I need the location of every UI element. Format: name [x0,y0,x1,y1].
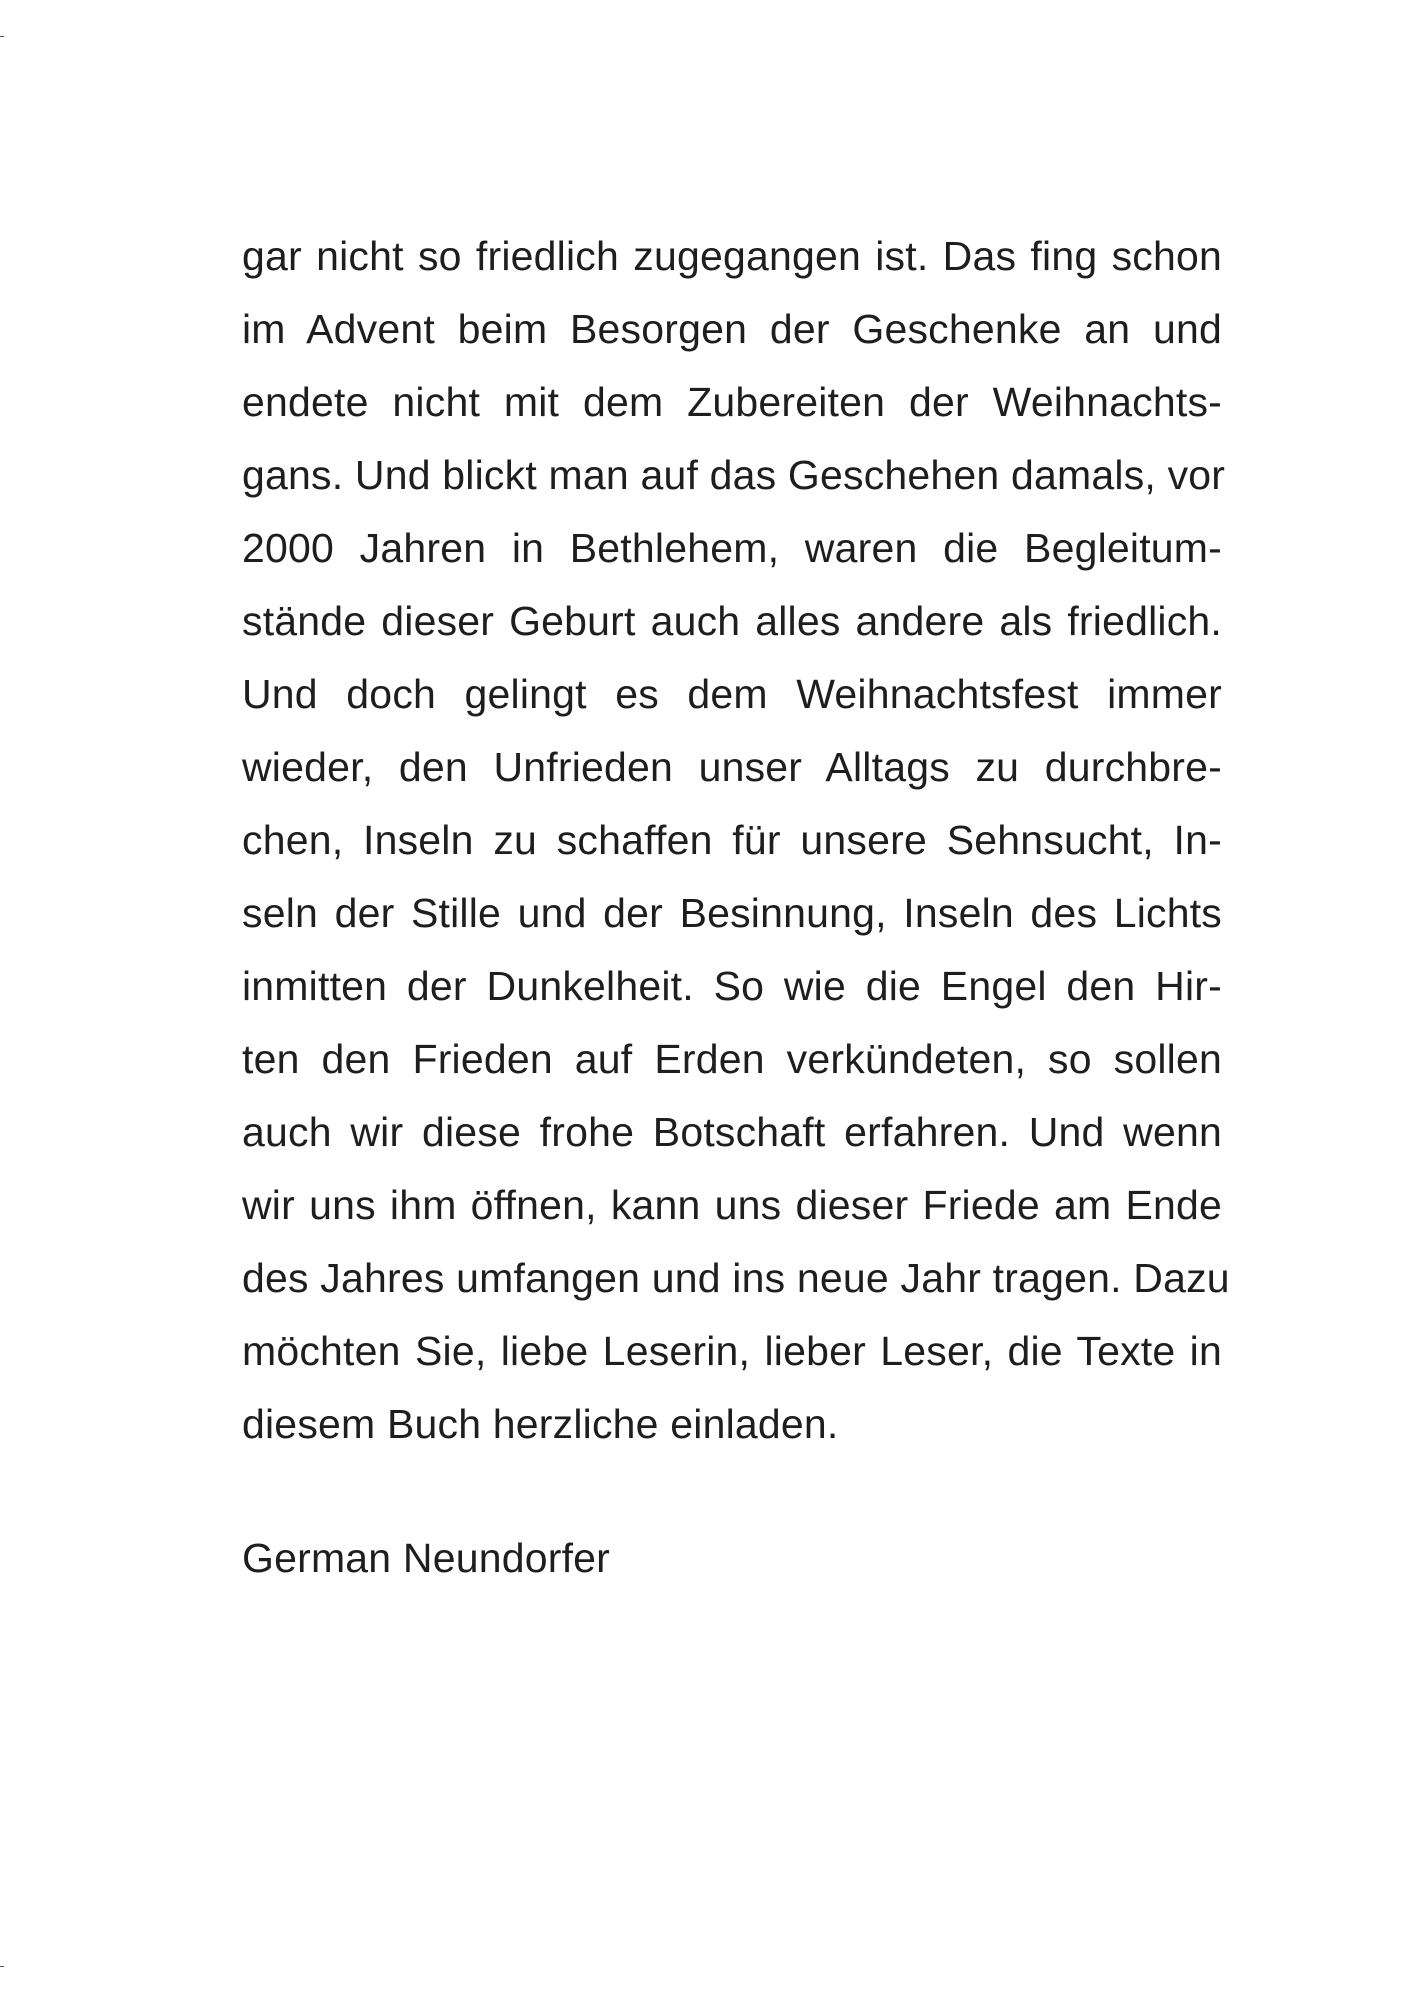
text-line: ten den Frieden auf Erden verkündeten, so sollen [242,1036,1222,1082]
text-line: chen, Inseln zu schaffen für unsere Sehnsucht, In- [242,817,1222,863]
text-line: 2000 Jahren in Bethlehem, waren die Begleitum- [242,525,1222,571]
body-text [242,220,1230,1461]
author-signature: German Neundorfer [242,1535,611,1581]
text-line: inmitten der Dunkelheit. So wie die Engel den Hir- [242,963,1222,1009]
text-line: Und doch gelingt es dem Weihnachtsfest immer [242,671,1222,717]
crop-mark-bottom [0,1966,4,1967]
text-line: auch wir diese frohe Botschaft erfahren. Und wenn [242,1109,1222,1155]
text-line: möchten Sie, liebe Leserin, lieber Leser, die Texte in [242,1328,1222,1374]
text-line: des Jahres umfangen und ins neue Jahr tragen. Dazu [242,1255,1230,1301]
text-line: endete nicht mit dem Zubereiten der Weihnachts- [242,379,1222,425]
text-line: seln der Stille und der Besinnung, Inseln des Lichts [242,890,1222,936]
text-line: wir uns ihm öffnen, kann uns dieser Friede am Ende [242,1182,1222,1228]
text-line: im Advent beim Besorgen der Geschenke an und [242,306,1222,352]
text-line: gans. Und blickt man auf das Geschehen damals, vor [242,452,1226,498]
text-line: stände dieser Geburt auch alles andere als friedlich. [242,598,1222,644]
text-line: wieder, den Unfrieden unser Alltags zu durchbre- [242,744,1222,790]
crop-mark-top [0,36,4,37]
text-line: gar nicht so friedlich zugegangen ist. Das fing schon [242,233,1222,279]
text-line: diesem Buch herzliche einladen. [242,1401,839,1447]
